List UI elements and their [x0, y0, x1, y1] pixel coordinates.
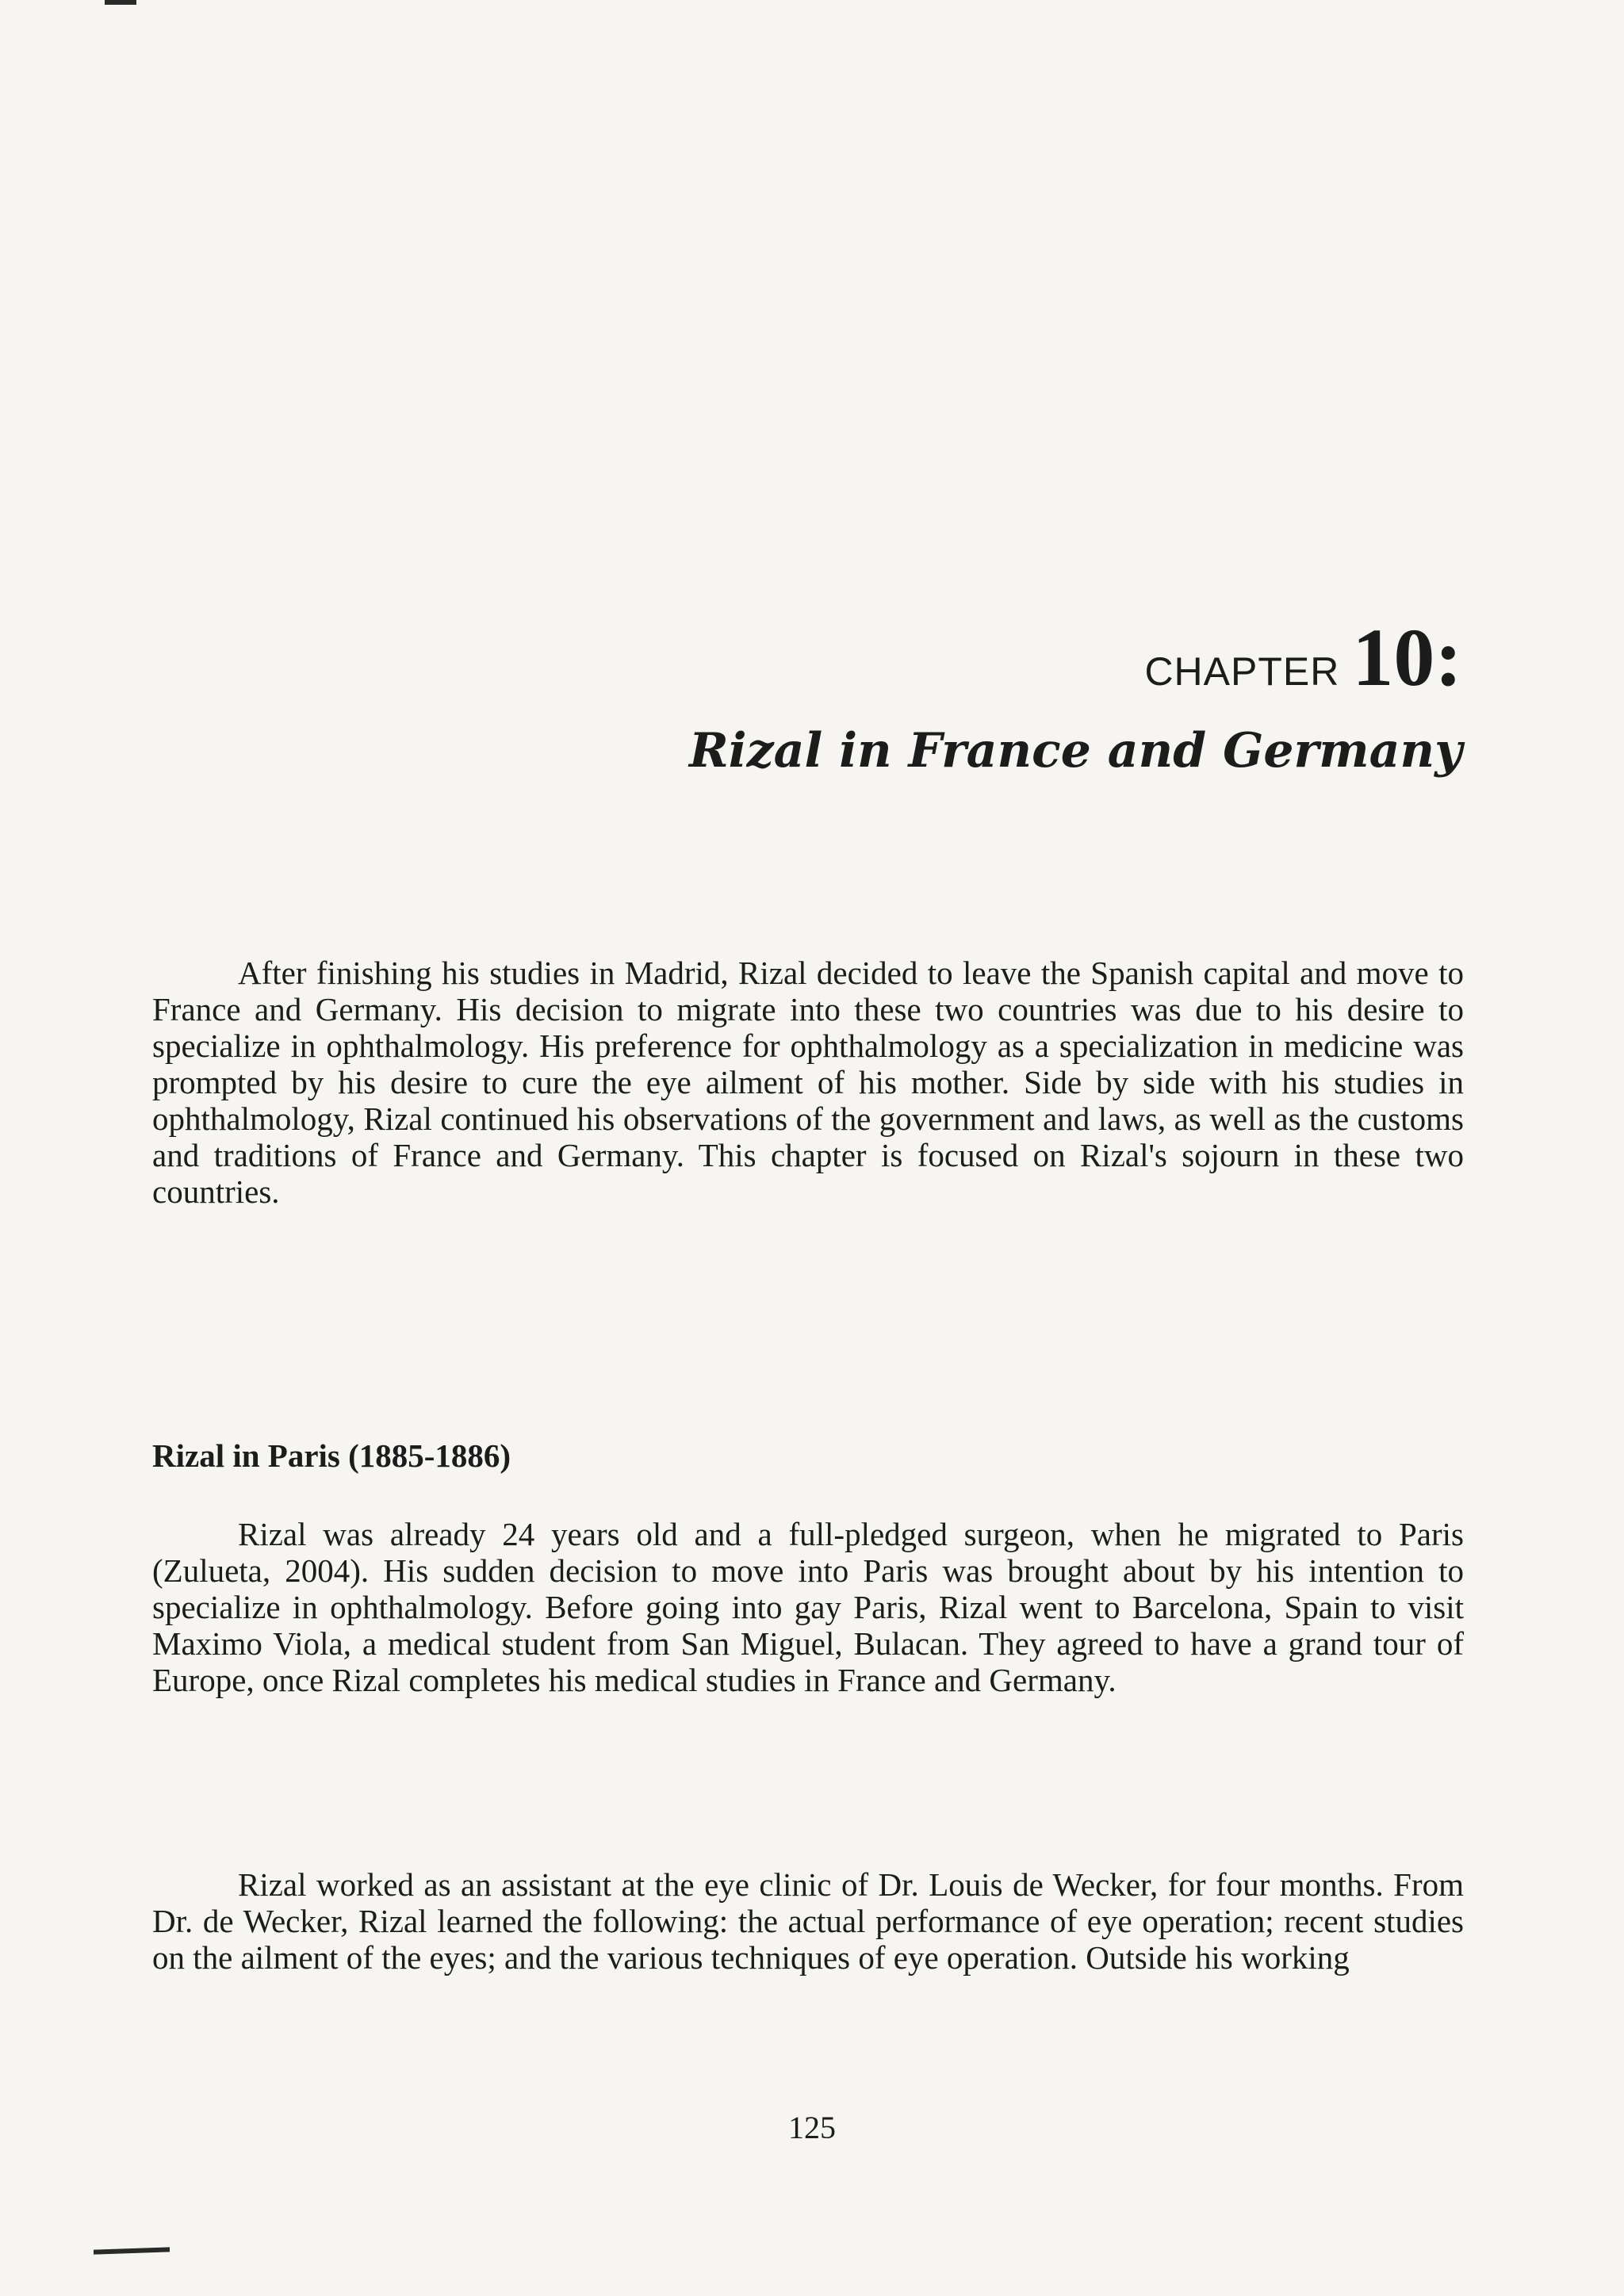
chapter-number: 10: — [1352, 612, 1462, 703]
intro-paragraph: After finishing his studies in Madrid, Rizal decided to leave the Spanish capital and move to France and Germany. His decision to migrate into these two countries was due to his desire to specialize in ophthalmology. His preference for ophthalmology as a specialization in medicine was prompted by his desire to cure the eye ailment of his mother. Side by side with his studies in ophthalmology, Rizal continued his observations of the government and laws, as well as the customs and traditions of France and Germany. This chapter is focused on Rizal's sojourn in these two countries. — [152, 955, 1464, 1210]
chapter-label: CHAPTER — [1144, 649, 1340, 694]
body-paragraph: Rizal was already 24 years old and a full-pledged surgeon, when he migrated to Paris (Zulueta, 2004). His sudden decision to move into Paris was brought about by his intention to specialize in ophthalmology. Before going into gay Paris, Rizal went to Barcelona, Spain to visit Maximo Viola, a medical student from San Miguel, Bulacan. They agreed to have a grand tour of Europe, once Rizal completes his medical studies in France and Germany. — [152, 1516, 1464, 1698]
page-number: 125 — [788, 2110, 836, 2145]
section-heading: Rizal in Paris (1885-1886) — [152, 1437, 511, 1474]
scan-edge-mark — [105, 0, 136, 5]
chapter-title: Rizal in France and Germany — [688, 723, 1462, 779]
scan-edge-mark — [94, 2247, 170, 2254]
chapter-heading — [1144, 610, 1462, 705]
body-paragraph: Rizal worked as an assistant at the eye clinic of Dr. Louis de Wecker, for four months. From Dr. de Wecker, Rizal learned the following: the actual performance of eye operation; recent studies on the ailment of the eyes; and the various techniques of eye operation. Outside his working — [152, 1866, 1464, 1976]
